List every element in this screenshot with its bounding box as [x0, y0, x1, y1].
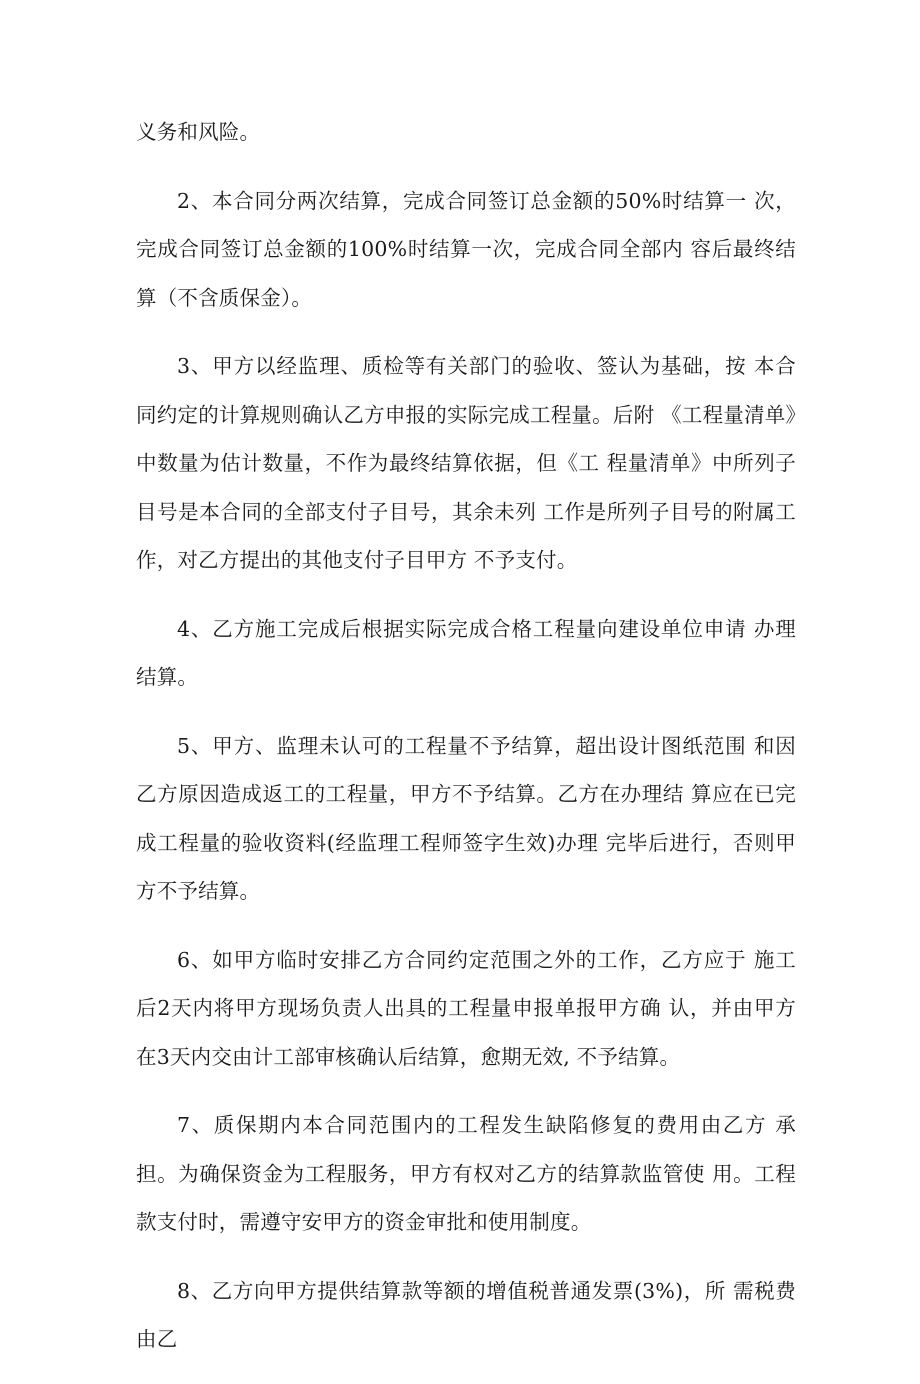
paragraph-clause-7: 7、质保期内本合同范围内的工程发生缺陷修复的费用由乙方 承担。为确保资金为工程服务，甲方有权对乙方的结算款监管使 用。工程款支付时，需遵守安甲方的资金审批和使用制度。 [136, 1113, 796, 1234]
paragraph-clause-2: 2、本合同分两次结算，完成合同签订总金额的50%时结算一 次，完成合同签订总金额的100%时结算一次，完成合同全部内 容后最终结算（不含质保金）。 [136, 188, 796, 310]
paragraph-clause-3: 3、甲方以经监理、质检等有关部门的验收、签认为基础，按 本合同约定的计算规则确认乙方申报的实际完成工程量。后附 《工程量清单》中数量为估计数量，不作为最终结算依据，但《工 程量清单》中所列子目号是本合同的全部支付子目号，其余未列 工作是所列子目号的附属工作，对乙方提出的其他支付子目甲方 不予支付。 [136, 354, 796, 572]
paragraph-clause-4: 4、乙方施工完成后根据实际完成合格工程量向建设单位申请 办理结算。 [136, 616, 796, 689]
paragraph-clause-8: 8、乙方向甲方提供结算款等额的增值税普通发票(3%)，所 需税费由乙 [136, 1278, 796, 1351]
paragraph-continuation: 义务和风险。 [136, 120, 261, 144]
paragraph-clause-6: 6、如甲方临时安排乙方合同约定范围之外的工作，乙方应于 施工后2天内将甲方现场负责人出具的工程量申报单报甲方确 认，并由甲方在3天内交由计工部审核确认后结算，愈期无效, 不予结算。 [136, 947, 796, 1069]
document-body [136, 108, 796, 1384]
paragraph-clause-5: 5、甲方、监理未认可的工程量不予结算，超出设计图纸范围 和因乙方原因造成返工的工程量，甲方不予结算。乙方在办理结 算应在已完成工程量的验收资料(经监理工程师签字生效)办理 完毕后进行，否则甲方不予结算。 [136, 733, 796, 903]
